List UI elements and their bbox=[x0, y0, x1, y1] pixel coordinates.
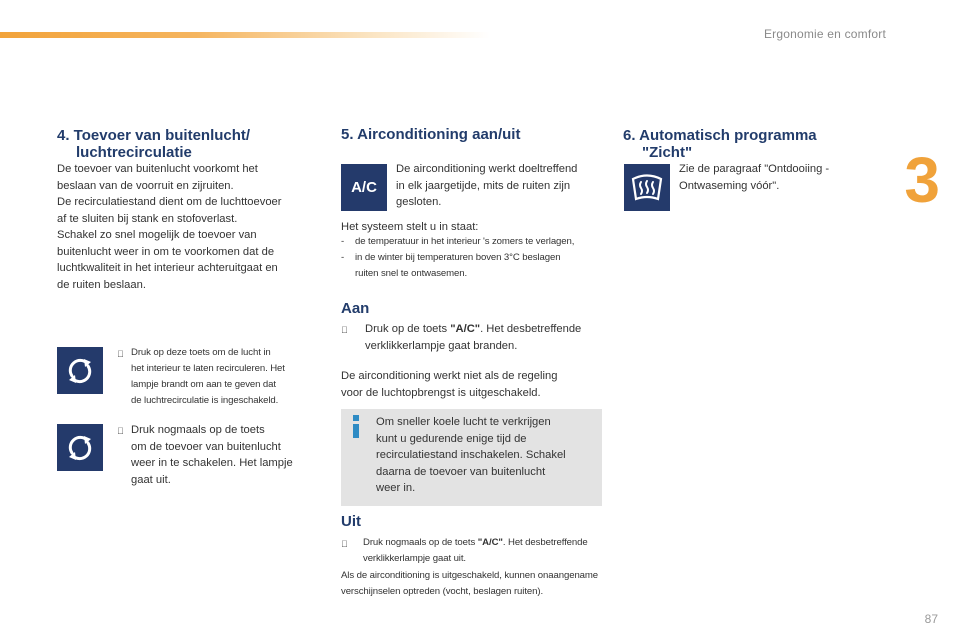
info-text bbox=[376, 414, 598, 497]
demist-button-icon bbox=[624, 164, 670, 211]
ac-key-label: "A/C" bbox=[477, 537, 503, 548]
intro-line: De airconditioning werkt doeltreffend bbox=[396, 163, 578, 175]
windscreen-demist-icon bbox=[630, 173, 664, 203]
section5-note bbox=[341, 368, 611, 401]
info-line: kunt u gedurende enige tijd de bbox=[376, 432, 527, 445]
system-lead: Het systeem stelt u in staat: bbox=[341, 221, 479, 233]
system-list bbox=[341, 234, 606, 282]
section6-text bbox=[679, 161, 879, 194]
section5-footer bbox=[341, 568, 616, 600]
item-line: het interieur te laten recirculeren. Het bbox=[131, 363, 285, 374]
paragraph-line: luchtkwaliteit in het interieur achteruitgaat en bbox=[57, 262, 278, 274]
paragraph-line: de ruiten beslaan. bbox=[57, 278, 146, 291]
info-line: daarna de toevoer van buitenlucht bbox=[376, 465, 546, 478]
item-line: om de toevoer van buitenlucht bbox=[131, 440, 281, 453]
paragraph-line: De recirculatiestand dient om de luchttoevoer bbox=[57, 196, 282, 208]
aan-text: verklikkerlampje gaat branden. bbox=[365, 339, 518, 352]
ac-button-icon bbox=[341, 164, 387, 211]
recirculation-icon bbox=[63, 431, 97, 465]
section6-line: Ontwaseming vóór". bbox=[679, 179, 780, 192]
item-line: Druk op deze toets om de lucht in bbox=[131, 347, 271, 358]
uit-text: . Het desbetreffende bbox=[502, 537, 588, 548]
aan-item bbox=[341, 321, 611, 354]
section4-heading bbox=[57, 127, 317, 161]
item-line: Druk nogmaals op de toets bbox=[131, 424, 265, 436]
info-line: weer in. bbox=[376, 482, 416, 494]
note-line: De airconditioning werkt niet als de regeling bbox=[341, 370, 558, 382]
section-header: Ergonomie en comfort bbox=[763, 27, 886, 41]
paragraph-line: De toevoer van buitenlucht voorkomt het bbox=[57, 163, 258, 175]
section4-item1 bbox=[117, 345, 327, 409]
section4-title-line2: luchtrecirculatie bbox=[76, 144, 192, 161]
paragraph-line: beslaan van de voorruit en zijruiten. bbox=[57, 179, 234, 192]
item-line: gaat uit. bbox=[131, 473, 171, 486]
section6-title-line2: "Zicht" bbox=[642, 144, 693, 161]
section4-title-line1: 4. Toevoer van buitenlucht/ bbox=[57, 127, 251, 144]
section4-item2 bbox=[117, 422, 327, 488]
list-item-text: in de winter bij temperaturen boven 3°C beslagen bbox=[355, 252, 561, 263]
info-line: recirculatiestand inschakelen. Schakel bbox=[376, 449, 566, 461]
note-line: voor de luchtopbrengst is uitgeschakeld. bbox=[341, 386, 541, 399]
section5-title: 5. Airconditioning aan/uit bbox=[341, 126, 521, 143]
footer-line: Als de airconditioning is uitgeschakeld, kunnen onaangename bbox=[341, 570, 599, 581]
page-number: 87 bbox=[924, 612, 938, 626]
paragraph-line: Schakel zo snel mogelijk de toevoer van bbox=[57, 229, 257, 241]
section4-paragraph bbox=[57, 161, 322, 293]
header-accent-bar bbox=[0, 32, 490, 38]
chapter-number: 3 bbox=[904, 144, 940, 216]
bullet-marker bbox=[117, 422, 131, 488]
section6-heading bbox=[623, 127, 883, 161]
bullet-marker bbox=[341, 535, 355, 567]
section6-line: Zie de paragraaf "Ontdooiing - bbox=[679, 163, 830, 175]
intro-line: in elk jaargetijde, mits de ruiten zijn bbox=[396, 179, 571, 192]
list-item: - de temperatuur in het interieur 's zomers te verlagen, bbox=[341, 234, 606, 250]
recirculation-icon bbox=[63, 354, 97, 388]
aan-title: Aan bbox=[341, 300, 370, 317]
section6-title-line1: 6. Automatisch programma bbox=[623, 127, 817, 144]
info-icon bbox=[352, 415, 360, 439]
uit-text: Druk nogmaals op de toets bbox=[363, 537, 478, 548]
list-item-text: ruiten snel te ontwasemen. bbox=[355, 268, 468, 279]
bullet-marker bbox=[341, 321, 355, 354]
item-line: de luchtrecirculatie is ingeschakeld. bbox=[131, 395, 279, 406]
recirculation-button-icon-2 bbox=[57, 424, 103, 471]
info-box bbox=[341, 409, 602, 506]
bullet-marker bbox=[117, 345, 131, 409]
item-line: lampje brandt om aan te geven dat bbox=[131, 379, 276, 390]
footer-line: verschijnselen optreden (vocht, beslagen ruiten). bbox=[341, 586, 544, 597]
recirculation-button-icon bbox=[57, 347, 103, 394]
aan-text: . Het desbetreffende bbox=[480, 323, 582, 335]
section5-intro bbox=[396, 161, 606, 211]
list-item: - in de winter bij temperaturen boven 3°C beslagen ruiten snel te ontwasemen. bbox=[341, 250, 606, 282]
intro-line: gesloten. bbox=[396, 196, 442, 208]
paragraph-line: af te sluiten bij stank en stofoverlast. bbox=[57, 212, 238, 225]
uit-text: verklikkerlampje gaat uit. bbox=[363, 553, 466, 564]
uit-title: Uit bbox=[341, 513, 361, 530]
ac-label: A/C bbox=[351, 179, 377, 196]
list-item-text: de temperatuur in het interieur 's zomers te verlagen, bbox=[355, 236, 575, 247]
paragraph-line: buitenlucht weer in om te voorkomen dat de bbox=[57, 245, 275, 258]
uit-item bbox=[341, 535, 611, 567]
info-line: Om sneller koele lucht te verkrijgen bbox=[376, 416, 551, 428]
ac-key-label: "A/C" bbox=[450, 323, 481, 335]
aan-text: Druk op de toets bbox=[365, 323, 451, 335]
item-line: weer in te schakelen. Het lampje bbox=[131, 457, 293, 469]
